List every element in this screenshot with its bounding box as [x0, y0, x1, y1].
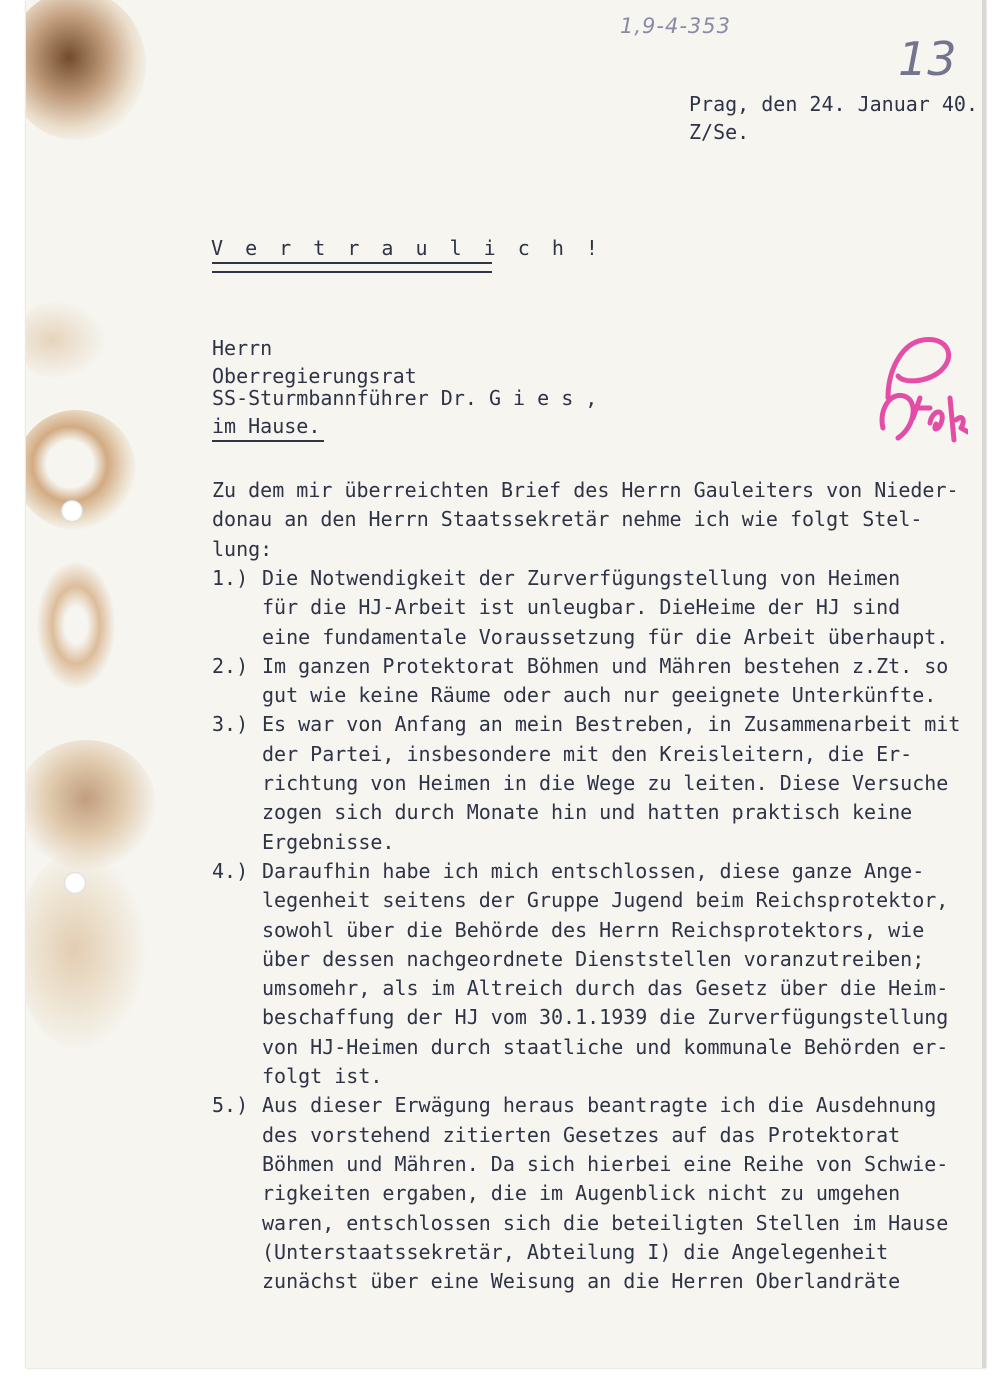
classification-heading: V e r t r a u l i c h ! [211, 236, 603, 260]
item-line: von HJ-Heimen durch staatliche und kommunale Behörden er- [262, 1034, 949, 1059]
item-line: über dessen nachgeordnete Dienststellen voranzutreiben; [262, 946, 925, 971]
item-line: Es war von Anfang an mein Bestreben, in Zusammenarbeit mit [262, 712, 961, 737]
item-number: 5.) [212, 1093, 249, 1118]
place-date: Prag, den 24. Januar 40. [689, 92, 978, 116]
item-line: Die Notwendigkeit der Zurverfügungstellung von Heimen [262, 565, 901, 590]
burn-stain [26, 300, 106, 380]
item-number: 3.) [212, 712, 249, 737]
recipient-name: SS-Sturmbannführer Dr. G i e s , [212, 386, 598, 410]
archive-number: 1,9-4-353 [620, 14, 731, 38]
intro-line: lung: [212, 536, 273, 561]
punch-hole [64, 872, 86, 894]
reference-code: Z/Se. [689, 120, 750, 144]
item-line: Ergebnisse. [262, 829, 395, 854]
burn-stain [26, 0, 146, 140]
item-number: 2.) [212, 653, 249, 678]
item-line: Böhmen und Mähren. Da sich hierbei eine Reihe von Schwie- [262, 1151, 949, 1176]
item-line: Aus dieser Erwägung heraus beantragte ich die Ausdehnung [262, 1093, 937, 1118]
item-line: beschaffung der HJ vom 30.1.1939 die Zurverfügungstellung [262, 1005, 949, 1030]
item-line: gut wie keine Räume oder auch nur geeignete Unterkünfte. [262, 683, 937, 708]
item-line: zunächst über eine Weisung an die Herren Oberlandräte [262, 1269, 901, 1294]
item-line: rigkeiten ergaben, die im Augenblick nicht zu umgehen [262, 1181, 901, 1206]
item-line: waren, entschlossen sich die beteiligten Stellen im Hause [262, 1210, 949, 1235]
item-line: des vorstehend zitierten Gesetzes auf das Protektorat [262, 1122, 901, 1147]
double-underline [212, 262, 492, 273]
item-line: (Unterstaatssekretär, Abteilung I) die Angelegenheit [262, 1239, 889, 1264]
item-line: für die HJ-Arbeit ist unleugbar. DieHeime der HJ sind [262, 595, 901, 620]
burn-stain [26, 850, 146, 1050]
item-line: umsomehr, als im Altreich durch das Gesetz über die Heim- [262, 976, 949, 1001]
page-edge [982, 0, 986, 1368]
item-line: eine fundamentale Voraussetzung für die Arbeit überhaupt. [262, 624, 949, 649]
item-line: sowohl über die Behörde des Herrn Reichsprotektors, wie [262, 917, 925, 942]
item-line: Daraufhin habe ich mich entschlossen, diese ganze Ange- [262, 858, 925, 883]
item-line: Im ganzen Protektorat Böhmen und Mähren bestehen z.Zt. so [262, 653, 949, 678]
item-line: legenheit seitens der Gruppe Jugend beim Reichsprotektor, [262, 888, 949, 913]
recipient-location: im Hause. [212, 414, 321, 438]
handwritten-initials-stamp [858, 328, 968, 458]
item-number: 1.) [212, 565, 249, 590]
item-line: zogen sich durch Monate hin und hatten praktisch keine [262, 800, 913, 825]
item-line: der Partei, insbesondere mit den Kreisleitern, die Er- [262, 741, 913, 766]
intro-line: donau an den Herrn Staatssekretär nehme ich wie folgt Stel- [212, 507, 923, 532]
punch-hole [61, 500, 83, 522]
underline [212, 440, 324, 442]
document-page [26, 0, 986, 1368]
intro-line: Zu dem mir überreichten Brief des Herrn Gauleiters von Nieder- [212, 478, 959, 502]
recipient-title: Oberregierungsrat [212, 364, 417, 388]
page-number: 13 [898, 32, 957, 86]
item-line: folgt ist. [262, 1064, 383, 1088]
burn-stain [36, 560, 116, 690]
item-line: richtung von Heimen in die Wege zu leiten. Diese Versuche [262, 771, 949, 795]
recipient-salutation: Herrn [212, 336, 273, 360]
item-number: 4.) [212, 858, 249, 883]
